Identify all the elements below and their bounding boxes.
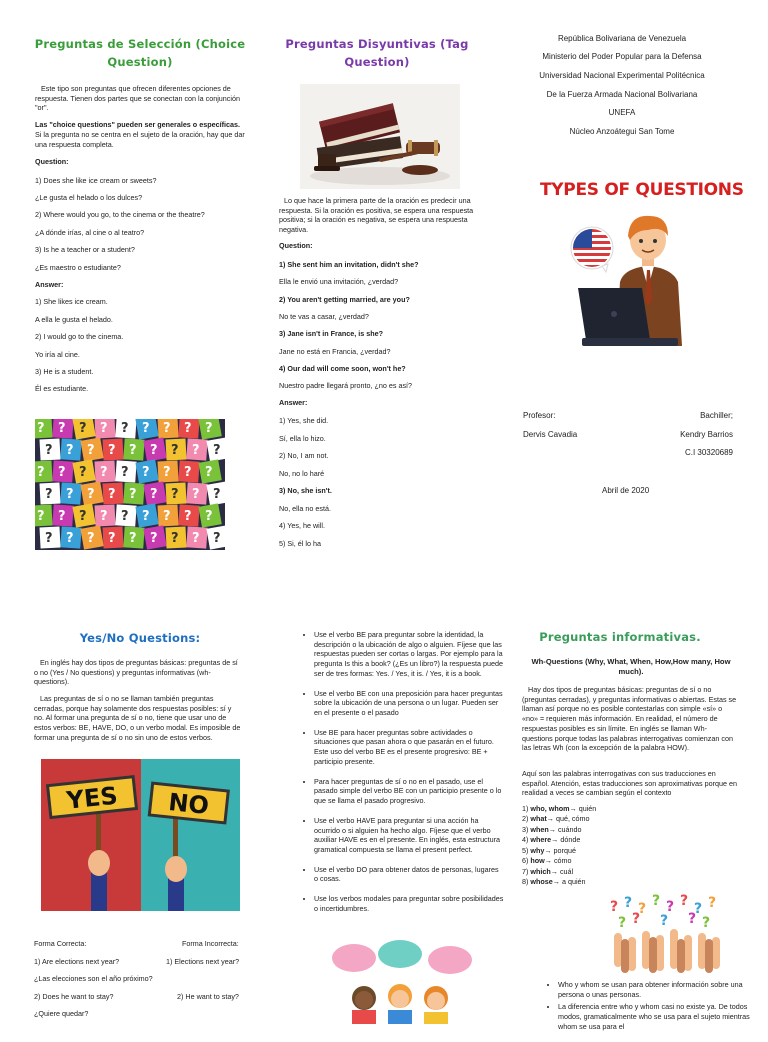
svg-text:?: ? [205, 465, 213, 480]
wh-number: 7) [522, 866, 531, 876]
svg-text:?: ? [66, 487, 74, 502]
tag-q: Jane no está en Francia, ¿verdad? [279, 346, 391, 356]
choice-note-bold: Las "choice questions" pueden ser generales o específicas. [35, 120, 240, 129]
wh-translation: → cómo [544, 856, 572, 866]
wh-number: 8) [522, 877, 531, 887]
svg-text:?: ? [184, 465, 192, 480]
svg-text:?: ? [694, 901, 703, 917]
verb-rule: • Use el verbo DO para obtener datos de personas, lugares o cosas. [314, 865, 504, 884]
wh-word-list [522, 804, 596, 888]
svg-text:?: ? [652, 893, 661, 909]
choice-q: ¿Le gusta el helado o los dulces? [35, 193, 143, 202]
choice-question-label: Question: [35, 157, 69, 166]
date: Abril de 2020 [602, 486, 650, 495]
wh-number: 5) [522, 845, 531, 855]
svg-text:?: ? [100, 509, 108, 524]
incorrect-example: 2) He want to stay? [177, 992, 239, 1001]
wh-word-row [522, 867, 596, 877]
svg-text:?: ? [150, 443, 158, 458]
institution-line: De la Fuerza Armada Nacional Bolivariana [546, 90, 698, 99]
choice-title: Preguntas de Selección (Choice Question) [34, 37, 246, 69]
institution-line: República Bolivariana de Venezuela [557, 34, 687, 43]
yesno-para1: En inglés hay dos tipos de preguntas básicas: preguntas de sí o no (Yes / No questions) y preguntas informativas (wh- questions). [34, 658, 238, 687]
tag-q: No te vas a casar, ¿verdad? [279, 311, 369, 321]
svg-text:?: ? [192, 487, 200, 502]
wh-word: why [530, 845, 545, 855]
choice-note: Si la pregunta no se centra en el sujeto de la oración, hay que dar una respuesta completa. [35, 130, 245, 149]
choice-a: A ella le gusta el helado. [35, 315, 113, 324]
svg-text:?: ? [129, 487, 137, 502]
wh-translation: → dónde [551, 835, 581, 845]
correct-example: ¿Las elecciones son el año próximo? [34, 974, 153, 983]
correct-label: Forma Correcta: [34, 939, 87, 948]
svg-text:?: ? [58, 465, 66, 480]
incorrect-label: Forma Incorrecta: [182, 939, 239, 948]
svg-text:?: ? [45, 487, 53, 502]
wh-word-row [522, 846, 596, 856]
svg-text:?: ? [142, 465, 150, 480]
wh-word-row [522, 825, 596, 835]
svg-text:?: ? [618, 915, 627, 931]
svg-text:?: ? [205, 421, 213, 436]
yes-no-illustration [41, 759, 240, 911]
wh-word: how [530, 856, 545, 866]
institution-line: Ministerio del Poder Popular para la Defensa [542, 52, 702, 61]
choice-a: 2) I would go to the cinema. [35, 332, 124, 341]
tag-a: No, ella no está. [279, 503, 331, 513]
svg-text:?: ? [142, 421, 150, 436]
svg-text:?: ? [66, 531, 74, 546]
svg-text:?: ? [129, 531, 137, 546]
wh-number: 2) [522, 814, 531, 824]
wh-word-row [522, 835, 596, 845]
tag-q: Nuestro padre llegará pronto, ¿no es así? [279, 381, 413, 391]
svg-text:?: ? [638, 901, 647, 917]
wh-word-row [522, 804, 596, 814]
svg-text:?: ? [150, 487, 158, 502]
institution-line: Núcleo Anzoátegui San Tome [569, 127, 675, 136]
svg-text:?: ? [702, 915, 711, 931]
verb-rule: • Use el verbo BE con una preposición para hacer preguntas sobre la ubicación de una persona o un lugar. Pueden ser en el presente o el pasado [314, 689, 504, 718]
wh-number: 1) [522, 804, 531, 813]
choice-q: 1) Does she like ice cream or sweets? [35, 176, 157, 185]
institution-line: Universidad Nacional Experimental Politécnica [539, 71, 705, 80]
no-sign-text: NO [167, 787, 211, 821]
svg-text:?: ? [37, 509, 45, 524]
svg-text:?: ? [79, 509, 87, 524]
wh-translation: → a quién [552, 877, 586, 887]
tag-answer-label: Answer: [279, 398, 308, 407]
svg-text:?: ? [150, 531, 158, 546]
wh-subtitle: Wh-Questions (Why, What, When, How,How many, How much). [531, 657, 731, 677]
tag-a: 3) No, she isn't. [279, 486, 332, 495]
svg-text:?: ? [79, 465, 87, 480]
choice-q: 3) Is he a teacher or a student? [35, 245, 135, 254]
svg-text:?: ? [192, 443, 200, 458]
tag-title: Preguntas Disyuntivas (Tag Question) [285, 37, 469, 69]
wh-word-row [522, 814, 596, 824]
verb-rule: • Use el verbo BE para preguntar sobre la identidad, la descripción o la ubicación de algo o alguien. Fíjese que las respuestas pueden ser cortas o largas. Por ejemplo para la pregunta Is this a book? (¿Es un libro?) la respuesta puede ser de tres formas: Yes. / Yes, it is. / Yes, it is a book. [314, 630, 504, 679]
choice-a: Yo iría al cine. [35, 350, 80, 359]
wh-number: 6) [522, 856, 531, 866]
svg-text:?: ? [37, 465, 45, 480]
verb-rule: • Use BE para hacer preguntas sobre actividades o situaciones que pasan ahora o que pasarán en el futuro. Este uso del verbo BE es el presente progresivo: BE + participio presente. [314, 728, 504, 767]
gavel-books-image [300, 84, 460, 189]
wh-word: where [530, 835, 552, 845]
choice-intro: Este tipo son preguntas que ofrecen diferentes opciones de respuesta. Tienen dos partes que se conectan con la conjunción "or". [35, 84, 240, 113]
svg-text:?: ? [58, 509, 66, 524]
svg-text:?: ? [87, 443, 95, 458]
svg-text:?: ? [163, 421, 171, 436]
svg-text:?: ? [213, 487, 221, 502]
svg-text:?: ? [688, 911, 697, 927]
svg-text:?: ? [213, 443, 221, 458]
wh-word: who, whom [530, 804, 570, 813]
verb-rule: • Use los verbos modales para preguntar sobre posibilidades o incertidumbres. [314, 894, 504, 913]
choice-answer-label: Answer: [35, 280, 64, 289]
choice-a: Él es estudiante. [35, 384, 89, 393]
svg-text:?: ? [45, 443, 53, 458]
wh-translation: → quién [569, 804, 597, 813]
tag-a: 1) Yes, she did. [279, 416, 329, 425]
wh-number: 4) [522, 835, 531, 845]
svg-text:?: ? [708, 895, 717, 911]
svg-text:?: ? [184, 509, 192, 524]
svg-text:?: ? [142, 509, 150, 524]
wh-translation: → cuál [550, 866, 574, 876]
wh-note: • La diferencia entre who y whom casi no existe ya. De todos modos, gramaticalmente who se usa para el sujeto mientras whom se usa para el [558, 1002, 754, 1031]
yes-sign-text: YES [65, 781, 119, 815]
wh-number: 3) [522, 824, 531, 834]
tag-a: No, no lo haré [279, 468, 325, 478]
svg-text:?: ? [610, 899, 619, 915]
wh-translation: → porqué [544, 845, 576, 855]
kids-speech-bubbles-illustration [328, 940, 478, 1024]
svg-text:?: ? [205, 509, 213, 524]
main-title: TYPES OF QUESTIONS [540, 180, 744, 200]
svg-text:?: ? [79, 421, 87, 436]
tag-q: 3) Jane isn't in France, is she? [279, 329, 383, 339]
wh-translation: → cuándo [548, 824, 582, 834]
correct-example: 1) Are elections next year? [34, 957, 120, 966]
wh-title: Preguntas informativas. [539, 630, 701, 644]
svg-text:?: ? [171, 443, 179, 458]
wh-notes-list [542, 980, 754, 1042]
tag-q: 2) You aren't getting married, are you? [279, 294, 410, 304]
bachiller-label: Bachiller; [700, 411, 733, 420]
profesor-name: Dervis Cavadia [523, 430, 578, 439]
svg-text:?: ? [213, 531, 221, 546]
verb-rule: • Use el verbo HAVE para preguntar si una acción ha ocurrido o si alguien ha hecho algo. Fíjese que el verbo auxiliar HAVE es en el presente. En inglés, esta estructura gramatical compuesta se llama el present perfect. [314, 816, 504, 855]
svg-text:?: ? [87, 487, 95, 502]
svg-text:?: ? [666, 899, 675, 915]
correct-example: ¿Quiere quedar? [34, 1009, 89, 1018]
svg-text:?: ? [37, 421, 45, 436]
bachiller-name: Kendry Barrios [680, 430, 733, 439]
svg-text:?: ? [171, 487, 179, 502]
svg-text:?: ? [45, 531, 53, 546]
tag-q: 1) She sent him an invitation, didn't she? [279, 260, 419, 269]
student-ci: C.I 30320689 [684, 448, 733, 457]
tag-a: 4) Yes, he will. [279, 521, 325, 530]
question-marks-image [35, 419, 225, 550]
wh-word: what [530, 814, 547, 824]
incorrect-example: 1) Elections next year? [166, 957, 240, 966]
tag-a: 5) Si, él lo ha [279, 538, 321, 548]
tag-question-label: Question: [279, 241, 313, 250]
verb-rules-list [298, 630, 504, 924]
wh-word: which [530, 866, 551, 876]
svg-text:?: ? [108, 531, 116, 546]
svg-text:?: ? [163, 465, 171, 480]
tag-a: Sí, ella lo hizo. [279, 433, 326, 443]
svg-text:?: ? [163, 509, 171, 524]
wh-word-row [522, 856, 596, 866]
wh-note: • Who y whom se usan para obtener información sobre una persona o unas personas. [558, 980, 754, 999]
wh-word-row [522, 877, 596, 887]
wh-word: when [530, 824, 549, 834]
svg-text:?: ? [171, 531, 179, 546]
svg-text:?: ? [660, 913, 669, 929]
svg-text:?: ? [192, 531, 200, 546]
wh-para1: Hay dos tipos de preguntas básicas: preguntas de sí o no (preguntas cerradas), y preguntas informativas o abiertas. Estas se llaman así porque no es posible contestarlas con simple «sí» o «no» = requieren más información. En realidad, el número de respuestas posibles es sin límite. En inglés se llaman Wh- questions porque todas las palabras interrogativas comienzan con las letras Wh (con la excepción de la palabra HOW). [522, 685, 737, 753]
svg-text:?: ? [184, 421, 192, 436]
verb-rule: • Para hacer preguntas de sí o no en el pasado, use el pasado simple del verbo BE con un participio presente o lo que se llama el pasado progresivo. [314, 777, 504, 806]
hand-icon [165, 856, 187, 911]
correct-example: 2) Does he want to stay? [34, 992, 114, 1001]
choice-a: 3) He is a student. [35, 367, 94, 376]
wh-para2: Aquí son las palabras interrogativas con sus traducciones en español. Atención, estas traducciones son aproximativas porque en realidad a veces se cambian según el contexto [522, 769, 737, 798]
institution-line: UNEFA [608, 108, 636, 117]
tag-a: 2) No, I am not. [279, 451, 329, 460]
tag-q: Ella le envió una invitación, ¿verdad? [279, 277, 399, 287]
choice-q: 2) Where would you go, to the cinema or the theatre? [35, 210, 205, 219]
student-laptop-illustration [568, 208, 688, 350]
svg-text:?: ? [100, 421, 108, 436]
svg-text:?: ? [121, 509, 129, 524]
yesno-para2: Las preguntas de sí o no se llaman también preguntas cerradas, porque hay solamente dos respuestas posibles: sí y no. Al formar una pregunta de sí o no, tiene que usar uno de estos verbos: BE, HAVE, DO, o un verbo modal. Es imposible de formar una pregunta de sí o no sin uno de estos verbos. [34, 694, 241, 742]
svg-text:?: ? [87, 531, 95, 546]
svg-text:?: ? [129, 443, 137, 458]
wh-translation: → qué, cómo [546, 814, 590, 824]
svg-text:?: ? [58, 421, 66, 436]
tag-intro: Lo que hace la primera parte de la oración es predecir una respuesta. Si la oración es positiva, se espera una respuesta positiva; si la oración es negativa, se espera una respuesta negativa. [279, 196, 474, 235]
svg-text:?: ? [66, 443, 74, 458]
choice-q: ¿A dónde irías, al cine o al teatro? [35, 228, 145, 237]
tag-q: 4) Our dad will come soon, won't he? [279, 363, 406, 373]
svg-text:?: ? [100, 465, 108, 480]
wh-word: whose [530, 877, 553, 887]
raised-hands-question-image [604, 893, 728, 975]
profesor-label: Profesor: [523, 411, 556, 420]
svg-text:?: ? [108, 487, 116, 502]
svg-text:?: ? [121, 465, 129, 480]
svg-text:?: ? [680, 893, 689, 909]
svg-text:?: ? [624, 895, 633, 911]
hand-icon [88, 850, 110, 911]
yesno-title: Yes/No Questions: [79, 631, 201, 645]
choice-q: ¿Es maestro o estudiante? [35, 263, 121, 272]
svg-text:?: ? [121, 421, 129, 436]
svg-text:?: ? [108, 443, 116, 458]
svg-text:?: ? [632, 911, 641, 927]
choice-a: 1) She likes ice cream. [35, 297, 108, 306]
